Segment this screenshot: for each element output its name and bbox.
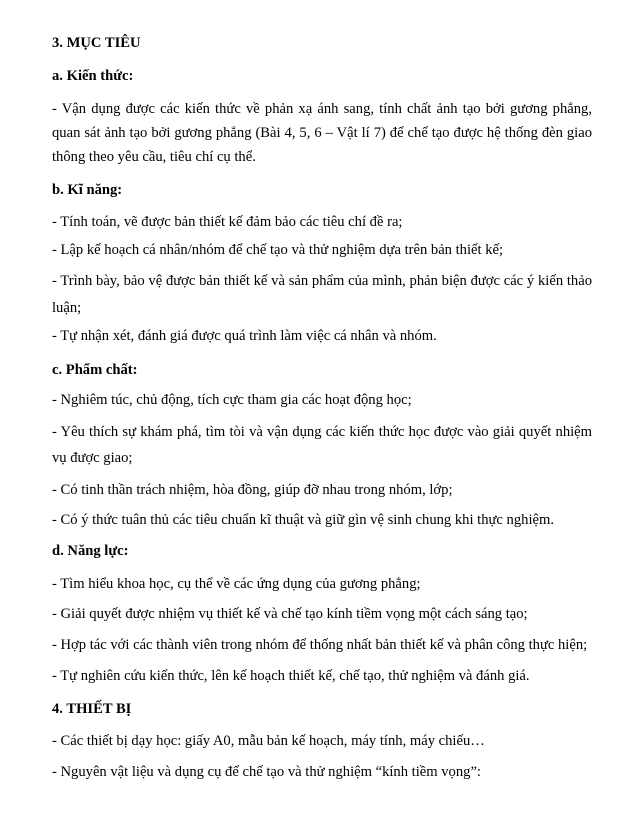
subsection-b-heading: b. Kĩ năng: xyxy=(52,182,123,198)
paragraph-line: quan sát ảnh tạo bởi gương phẳng (Bài 4, 5, 6 – Vật lí 7) để chế tạo được hệ thống đèn giao xyxy=(52,125,592,141)
list-item: - Hợp tác với các thành viên trong nhóm để thống nhất bản thiết kế và phân công thực hiện; xyxy=(52,637,588,653)
list-item: - Nghiêm túc, chủ động, tích cực tham gia các hoạt động học; xyxy=(52,392,412,408)
paragraph-line: thông theo yêu cầu, tiêu chí cụ thể. xyxy=(52,149,256,165)
list-item-continuation: vụ được giao; xyxy=(52,450,133,466)
paragraph-line: - Vận dụng được các kiến thức về phản xạ ánh sang, tính chất ảnh tạo bởi gương phẳng, xyxy=(52,101,592,117)
list-item: - Tự nhận xét, đánh giá được quá trình làm việc cá nhân và nhóm. xyxy=(52,328,437,344)
list-item: - Tìm hiểu khoa học, cụ thể về các ứng dụng của gương phẳng; xyxy=(52,576,421,592)
list-item: - Yêu thích sự khám phá, tìm tòi và vận dụng các kiến thức học được vào giải quyết nhiệm xyxy=(52,424,592,440)
list-item: - Các thiết bị dạy học: giấy A0, mẫu bản kế hoạch, máy tính, máy chiếu… xyxy=(52,733,485,749)
subsection-c-heading: c. Phẩm chất: xyxy=(52,362,138,378)
section-3-heading: 3. MỤC TIÊU xyxy=(52,35,141,51)
list-item: - Giải quyết được nhiệm vụ thiết kế và chế tạo kính tiềm vọng một cách sáng tạo; xyxy=(52,606,528,622)
list-item: - Có ý thức tuân thủ các tiêu chuẩn kĩ thuật và giữ gìn vệ sinh chung khi thực nghiệm. xyxy=(52,512,554,528)
list-item: - Có tinh thần trách nhiệm, hòa đồng, giúp đỡ nhau trong nhóm, lớp; xyxy=(52,482,453,498)
list-item: - Tự nghiên cứu kiến thức, lên kế hoạch thiết kế, chế tạo, thử nghiệm và đánh giá. xyxy=(52,668,530,684)
list-item: - Lập kế hoạch cá nhân/nhóm để chế tạo và thử nghiệm dựa trên bản thiết kế; xyxy=(52,242,504,258)
list-item-continuation: luận; xyxy=(52,300,82,316)
list-item: - Nguyên vật liệu và dụng cụ để chế tạo và thử nghiệm “kính tiềm vọng”: xyxy=(52,764,481,780)
subsection-d-heading: d. Năng lực: xyxy=(52,543,129,559)
list-item: - Tính toán, vẽ được bản thiết kế đảm bảo các tiêu chí đề ra; xyxy=(52,214,403,230)
subsection-a-heading: a. Kiến thức: xyxy=(52,68,134,84)
section-4-heading: 4. THIẾT BỊ xyxy=(52,701,132,717)
list-item: - Trình bày, bảo vệ được bản thiết kế và sản phẩm của mình, phản biện được các ý kiến thảo xyxy=(52,273,592,289)
